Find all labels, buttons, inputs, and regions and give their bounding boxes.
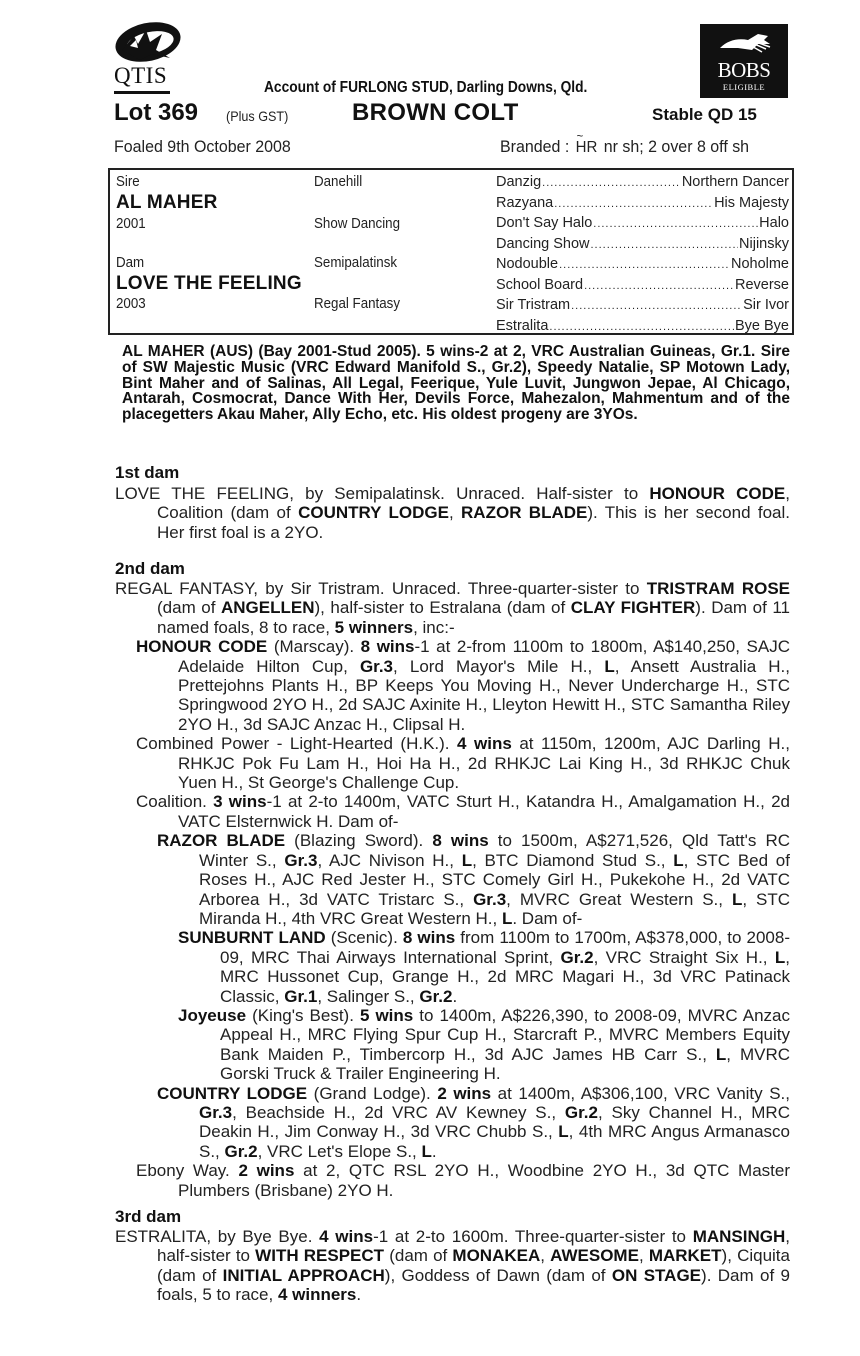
bold-text: 8 wins: [360, 637, 415, 657]
brand-mark-letters: HR: [575, 139, 598, 156]
leader-dots: [554, 198, 713, 210]
text: Coalition.: [136, 792, 214, 812]
bold-text: Joyeuse: [178, 1005, 247, 1025]
text: (Marscay).: [267, 637, 361, 657]
dam-sire: Semipalatinsk: [314, 255, 398, 271]
text: at 2, QTC RSL 2YO H., Woodbine 2YO H., 3d QTC Master Plumbers (Brisbane) 2YO H.: [178, 1161, 791, 1200]
third-dam-heading: 3rd dam: [115, 1207, 182, 1226]
bold-text: Gr.2: [564, 1102, 598, 1122]
text: Combined Power - Light-Hearted (H.K.).: [136, 734, 458, 754]
progeny-list: [115, 637, 790, 1200]
progeny-entry: [136, 637, 790, 734]
bold-text: L: [673, 850, 684, 870]
text: ), half-sister to Estralana (dam of: [314, 598, 571, 618]
ancestor-sire: Noholme: [730, 256, 789, 272]
second-dam-section: [115, 579, 790, 1200]
lot-number: Lot 369: [114, 99, 199, 126]
bold-text: ANGELLEN: [221, 598, 315, 618]
text: ). Dam of 11 named foals, 8 to race,: [157, 598, 790, 637]
text: -1 at 2-to 1600m. Three-quarter-sister to: [373, 1227, 693, 1246]
ancestor-row: [496, 318, 789, 334]
bold-text: MANSINGH: [692, 1227, 786, 1246]
bold-text: 4 wins: [319, 1227, 374, 1246]
text: ). Dam of 9 foals, 5 to race,: [157, 1265, 790, 1305]
text: REGAL FANTASY, by Sir Tristram. Unraced. Three-quarter-sister to: [115, 579, 647, 598]
text: (Scenic).: [325, 928, 403, 948]
ancestor-name: Dancing Show: [496, 235, 590, 252]
text: -1 at 2-from 1100m to 1800m, A$140,250, SAJC Adelaide Hilton Cup,: [178, 637, 790, 676]
bold-text: MARKET: [648, 1246, 722, 1266]
bold-text: L: [501, 908, 513, 928]
sire-summary: [122, 344, 790, 423]
sire-year: 2001: [116, 216, 146, 232]
ancestor-sire: Halo: [759, 215, 789, 231]
text: ,: [540, 1246, 551, 1266]
text: , Sky Channel H., MRC Deakin H., Jim Conway H., 3d VRC Chubb S.,: [199, 1102, 790, 1142]
ancestor-sire: Bye Bye: [735, 317, 789, 334]
bold-text: COUNTRY LODGE: [157, 1083, 308, 1103]
ancestor-name: Danzig: [496, 174, 542, 190]
bold-text: WITH RESPECT: [255, 1246, 385, 1266]
branded-label: Branded :: [500, 137, 570, 156]
progeny-entry: [136, 1161, 790, 1200]
bobs-logo-text: BOBS: [717, 58, 771, 82]
bold-text: L: [421, 1141, 432, 1161]
ancestor-row: [496, 256, 789, 272]
qtis-logo-text: QTIS: [114, 63, 168, 88]
first-dam-heading: 1st dam: [115, 463, 180, 482]
leader-dots: [571, 300, 742, 312]
text: , VRC Straight Six H.,: [593, 947, 775, 967]
text: , AJC Nivison H.,: [317, 850, 462, 870]
bold-text: 5 winners: [334, 617, 414, 637]
text: , Ansett Australia H., Prettejohns Plants H., BP Keeps You Moving H., Never Undercharge H., STC Springwood 2YO H., 2d SAJC Axinite H., Lleyton Hewitt H., STC Samantha Riley 2YO H., 3d SAJC Anzac H., Clipsal H.: [178, 656, 791, 734]
sire-name: AL MAHER: [116, 192, 218, 213]
text: at 1150m, 1200m, AJC Darling H., RHKJC Pok Fu Lam H., Hoi Ha H., 2d RHKJC Lai King H., 3d RHKJC Chuk Yuen H., St George's Challenge Cup.: [178, 734, 791, 793]
leader-dots: [584, 280, 734, 292]
branded-detail: nr sh; 2 over 8 off sh: [603, 137, 750, 156]
text: .: [356, 1285, 362, 1305]
bold-text: RAZOR BLADE: [157, 831, 286, 851]
leader-dots: [591, 239, 739, 251]
text: (dam of: [157, 598, 221, 618]
bold-text: ON STAGE: [611, 1265, 702, 1285]
text: .: [452, 986, 458, 1006]
bold-text: TRISTRAM ROSE: [646, 579, 790, 598]
text: , Coalition (dam of: [157, 484, 790, 523]
ancestor-sire: Nijinsky: [739, 235, 789, 252]
leader-dots: [593, 218, 758, 230]
ancestor-sire: Northern Dancer: [681, 174, 789, 190]
ancestor-name: Nodouble: [496, 256, 559, 272]
text: , BTC Diamond Stud S.,: [472, 850, 674, 870]
bold-text: MONAKEA: [452, 1246, 541, 1266]
ancestor-row: [496, 236, 789, 252]
bold-text: Gr.3: [473, 889, 507, 909]
first-dam-text: [115, 484, 790, 542]
bold-text: Gr.2: [419, 986, 453, 1006]
second-dam-heading: 2nd dam: [115, 559, 185, 578]
sire-dam: Show Dancing: [314, 216, 401, 232]
ancestor-sire: Reverse: [735, 276, 789, 293]
progeny-entry: [136, 792, 790, 831]
bobs-logo-subtext: ELIGIBLE: [722, 82, 766, 92]
text: , Salinger S.,: [317, 986, 420, 1006]
qtis-logo-rule: [114, 91, 170, 94]
text: . Dam of-: [512, 908, 583, 928]
text: Ebony Way.: [136, 1161, 239, 1181]
bold-text: 2 wins: [437, 1083, 492, 1103]
ancestor-row: [496, 277, 789, 293]
leader-dots: [542, 177, 681, 189]
bold-text: L: [731, 889, 743, 909]
text: , Lord Mayor's Mile H.,: [393, 656, 605, 676]
text: ). This is her second foal. Her first foal is a 2YO.: [157, 503, 791, 542]
text: , 4th MRC Angus Armanasco S.,: [199, 1122, 790, 1161]
text: at 1400m, A$306,100, VRC Vanity S.,: [491, 1083, 790, 1103]
ancestor-name: Razyana: [496, 194, 554, 211]
dam-year: 2003: [116, 296, 146, 312]
bold-text: L: [558, 1122, 569, 1142]
text: ), Goddess of Dawn (dam of: [384, 1265, 612, 1285]
stable-number: Stable QD 15: [652, 105, 757, 124]
text: from 1100m to 1700m, A$378,000, to 2008-09, MRC Thai Airways International Sprint,: [220, 928, 790, 967]
bold-text: L: [774, 947, 786, 967]
horse-description: BROWN COLT: [352, 99, 519, 126]
text: (dam of: [384, 1246, 453, 1266]
text: ,: [448, 503, 462, 523]
bold-text: L: [461, 850, 473, 870]
vendor-account: Account of FURLONG STUD, Darling Downs, Qld.: [264, 79, 588, 96]
bold-text: CLAY FIGHTER: [570, 598, 696, 618]
bold-text: Gr.3: [199, 1102, 233, 1122]
second-dam-intro: [115, 579, 790, 637]
ancestor-name: Don't Say Halo: [496, 215, 593, 231]
text: , Beachside H., 2d VRC AV Kewney S.,: [232, 1102, 565, 1122]
bold-text: 8 wins: [402, 928, 456, 948]
brand-mark-icon: ~ HR: [575, 129, 598, 156]
text: (King's Best).: [246, 1005, 360, 1025]
text: , MVRC Great Western S.,: [506, 889, 732, 909]
ancestor-row: [496, 174, 789, 190]
bold-text: AWESOME: [550, 1246, 639, 1266]
progeny-entry: [157, 1084, 790, 1162]
ancestor-name: School Board: [496, 276, 584, 293]
text: ), Ciquita (dam of: [157, 1246, 790, 1285]
text: (Grand Lodge).: [307, 1083, 438, 1103]
horse-head-icon: [718, 30, 772, 56]
leader-dots: [559, 259, 730, 271]
progeny-entry: [178, 928, 790, 1006]
foaling-date: Foaled 9th October 2008: [114, 137, 291, 156]
bold-text: HONOUR CODE: [136, 637, 268, 657]
bold-text: Gr.3: [359, 656, 394, 676]
bold-text: RAZOR BLADE: [461, 503, 588, 523]
text: , VRC Let's Elope S.,: [257, 1141, 422, 1161]
dam-label: Dam: [116, 255, 145, 271]
bobs-eligible-logo: [700, 24, 788, 98]
progeny-entry: [136, 734, 790, 792]
pedigree-table: [108, 168, 794, 335]
bold-text: Gr.3: [284, 850, 318, 870]
text: , half-sister to: [157, 1227, 790, 1266]
bold-text: 4 winners: [277, 1285, 357, 1305]
text: , STC Bed of Roses H., AJC Red Jester H., STC Comely Girl H., Pukekohe H., 2d VATC Arborea H., 3d VATC Tristarc S.,: [199, 850, 790, 909]
dam-name: LOVE THE FEELING: [116, 273, 302, 294]
progeny-entry: [157, 831, 790, 928]
sire-sire: Danehill: [314, 174, 363, 190]
text: , MVRC Gorski Truck & Trailer Engineering H.: [220, 1044, 791, 1084]
ancestor-row: [496, 195, 789, 211]
ancestor-row: [496, 297, 789, 313]
progeny-entry: [178, 1006, 790, 1084]
ancestor-sire: His Majesty: [714, 194, 789, 211]
bold-text: 5 wins: [359, 1005, 414, 1025]
text: LOVE THE FEELING, by Semipalatinsk. Unraced. Half-sister to: [115, 484, 650, 503]
text: to 1500m, A$271,526, Qld Tatt's RC Winter S.,: [199, 831, 790, 870]
brand-info: [500, 129, 750, 157]
sire-label: Sire: [116, 174, 140, 190]
bold-text: Gr.1: [284, 986, 318, 1006]
qtis-swoosh-icon: [112, 20, 184, 68]
text: , inc:-: [413, 617, 455, 637]
third-dam-text: [115, 1227, 790, 1305]
lot-gst-note: (Plus GST): [226, 108, 289, 124]
bold-text: COUNTRY LODGE: [298, 503, 449, 523]
bold-text: 8 wins: [432, 831, 489, 851]
bold-text: Gr.2: [560, 947, 594, 967]
text: , STC Miranda H., 4th VRC Great Western H.,: [199, 889, 790, 928]
dam-dam: Regal Fantasy: [314, 296, 401, 312]
third-dam-section: [115, 1227, 790, 1305]
bold-text: INITIAL APPROACH: [222, 1265, 385, 1285]
text: , MRC Hussonet Cup, Grange H., 2d MRC Magari H., 3d VRC Patinack Classic,: [220, 947, 790, 1006]
text: ESTRALITA, by Bye Bye.: [115, 1227, 320, 1246]
text: .: [431, 1141, 437, 1161]
bold-text: L: [715, 1044, 727, 1064]
ancestor-sire: Sir Ivor: [743, 297, 789, 313]
bold-text: Gr.2: [224, 1141, 258, 1161]
ancestor-name: Sir Tristram: [496, 297, 571, 313]
bold-text: SUNBURNT LAND: [178, 928, 326, 948]
bold-text: 4 wins: [457, 734, 512, 754]
bold-text: 3 wins: [213, 792, 267, 812]
text: to 1400m, A$226,390, to 2008-09, MVRC Anzac Appeal H., MRC Flying Spur Cup H., Starcraft P., MVRC Members Equity Bank Maiden P., Timbercorp H., 3d AJC James HB Carr S.,: [220, 1005, 791, 1064]
leader-dots: [549, 321, 734, 333]
sire-summary-text: AL MAHER (AUS) (Bay 2001-Stud 2005). 5 wins-2 at 2, VRC Australian Guineas, Gr.1. Sire of SW Majestic Music (VRC Edward Manifold S., Gr.2), Speedy Natalie, SP Motown Lady, Bint Maher and of Salinas, All Legal, Feerique, Yule Luvit, Jungwon Jepae, Al Chicago, Antarah, Cosmocrat, Dance With Her, Devils Force, Mahezalon, Mahmentum and of the placegetters Akau Maher, Ally Echo, etc. His oldest progeny are 3YOs.: [122, 343, 790, 424]
text: -1 at 2-to 1400m, VATC Sturt H., Katandra H., Amalgamation H., 2d VATC Elsternwick H. Dam of-: [178, 792, 790, 831]
bold-text: 2 wins: [238, 1161, 295, 1181]
bold-text: HONOUR CODE: [649, 484, 786, 503]
bold-text: L: [604, 656, 615, 676]
ancestor-name: Estralita: [496, 317, 549, 334]
text: (Blazing Sword).: [285, 831, 433, 851]
ancestor-row: [496, 215, 789, 231]
first-dam-section: [115, 484, 790, 542]
text: ,: [638, 1246, 649, 1266]
